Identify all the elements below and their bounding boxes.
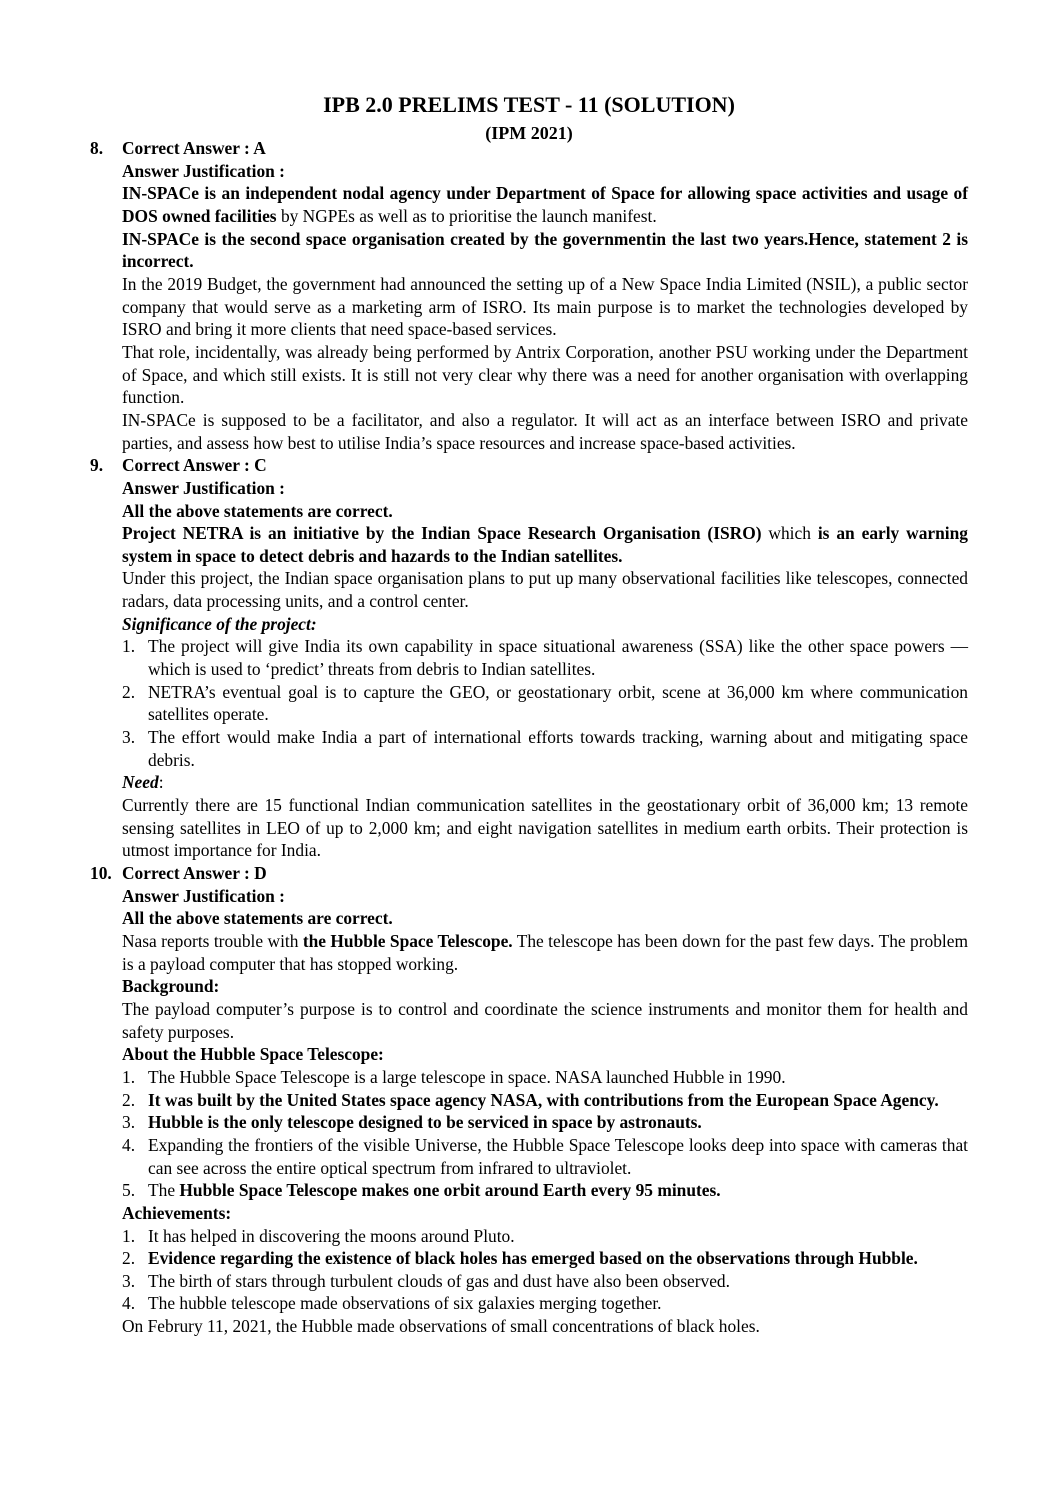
emphasized-text: Need <box>122 772 159 793</box>
list-item-number: 3. <box>122 1270 136 1291</box>
list-item <box>90 635 968 680</box>
list-item <box>90 1134 968 1179</box>
paragraph <box>90 907 968 930</box>
emphasized-text: is an early warning system in space to detect debris and hazards to the Indian satellites. <box>122 523 968 566</box>
list-item <box>90 1247 968 1270</box>
emphasized-text: Answer Justification : <box>122 160 285 181</box>
question-solution <box>90 454 968 862</box>
emphasized-text: the Hubble Space Telescope. <box>302 930 513 951</box>
list-item-number: 4. <box>122 1293 136 1314</box>
emphasized-text: Achievements: <box>122 1202 232 1223</box>
list-item-number: 2. <box>122 681 136 702</box>
paragraph <box>90 228 968 273</box>
paragraph <box>90 160 968 183</box>
paragraph <box>90 182 968 227</box>
paragraph <box>90 567 968 612</box>
text-segment: On Februry 11, 2021, the Hubble made observations of small concentrations of black holes. <box>122 1316 760 1337</box>
correct-answer-label: Correct Answer : A <box>122 138 266 158</box>
text-segment: The hubble telescope made observations of six galaxies merging together. <box>148 1293 662 1314</box>
correct-answer-heading <box>90 137 968 160</box>
list-item-number: 1. <box>122 1225 136 1246</box>
paragraph <box>90 1202 968 1225</box>
emphasized-text: IN-SPACe is an independent nodal agency under Department of Space for allowing space activities and usage of DOS owned facilities <box>122 183 968 226</box>
text-segment: The effort would make India a part of international efforts towards tracking, warning about and mitigating space debris. <box>148 727 968 770</box>
text-segment: Nasa reports trouble with <box>122 930 303 951</box>
correct-answer-heading <box>90 862 968 885</box>
list-item <box>90 1292 968 1315</box>
emphasized-text: All the above statements are correct. <box>122 908 393 929</box>
emphasized-text: Project NETRA is an initiative by the Indian Space Research Organisation (ISRO) <box>122 523 762 544</box>
paragraph <box>90 771 968 794</box>
paragraph <box>90 409 968 454</box>
list-item <box>90 1270 968 1293</box>
solutions-body <box>90 137 968 1338</box>
list-item-number: 2. <box>122 1089 136 1110</box>
text-segment: The <box>148 1180 180 1201</box>
emphasized-text: It was built by the United States space agency NASA, with contributions from the European Space Agency. <box>148 1089 939 1110</box>
paragraph <box>90 341 968 409</box>
list-item <box>90 681 968 726</box>
question-number: 8. <box>90 138 104 158</box>
list-item <box>90 1066 968 1089</box>
list-item <box>90 1111 968 1134</box>
question-number: 10. <box>90 863 112 883</box>
list-item-number: 3. <box>122 727 136 748</box>
list-item <box>90 1089 968 1112</box>
paragraph <box>90 613 968 636</box>
list-item-number: 1. <box>122 636 136 657</box>
emphasized-text: IN-SPACe is the second space organisation created by the governmentin the last two years.Hence, statement 2 is incorrect. <box>122 228 968 272</box>
correct-answer-label: Correct Answer : C <box>122 455 267 476</box>
emphasized-text: Answer Justification : <box>122 477 285 498</box>
paragraph <box>90 522 968 567</box>
text-segment: which <box>761 523 818 544</box>
emphasized-text: Background: <box>122 976 220 997</box>
text-segment: IN-SPACe is supposed to be a facilitator, and also a regulator. It will act as an interface between ISRO and private parties, and assess how best to utilise India’s space resources and increase space-based activities. <box>122 409 968 453</box>
paragraph <box>90 500 968 523</box>
paragraph <box>90 975 968 998</box>
list-item <box>90 726 968 771</box>
document-subtitle: (IPM 2021) <box>485 123 573 143</box>
text-segment: Expanding the frontiers of the visible Universe, the Hubble Space Telescope looks deep into space with cameras that can see across the entire optical spectrum from infrared to ultraviolet. <box>148 1134 968 1178</box>
text-segment: : <box>158 772 164 793</box>
list-item-number: 1. <box>122 1066 136 1087</box>
list-item-number: 5. <box>122 1180 136 1201</box>
text-segment: Currently there are 15 functional Indian communication satellites in the geostationary orbit of 36,000 km; 13 remote sensing satellites in LEO of up to 2,000 km; and eight navigation satellites in medium earth orbits. Their protection is utmost importance for India. <box>122 795 968 861</box>
paragraph <box>90 273 968 341</box>
text-segment: The project will give India its own capability in space situational awareness (SSA) like the other space powers — which is used to ‘predict’ threats from debris to Indian satellites. <box>148 636 968 680</box>
paragraph <box>90 477 968 500</box>
emphasized-text: Hubble is the only telescope designed to be serviced in space by astronauts. <box>148 1112 702 1133</box>
list-item <box>90 1179 968 1202</box>
paragraph <box>90 885 968 908</box>
paragraph <box>90 1043 968 1066</box>
text-segment: The telescope has been down for the past few days. The problem is a payload computer that has stopped working. <box>122 930 969 974</box>
document-title: IPB 2.0 PRELIMS TEST - 11 (SOLUTION) <box>323 92 735 117</box>
text-segment: Under this project, the Indian space organisation plans to put up many observational facilities like telescopes, connected radars, data processing units, and a control center. <box>122 568 968 612</box>
paragraph <box>90 930 968 975</box>
text-segment: by NGPEs as well as to prioritise the launch manifest. <box>276 205 657 226</box>
text-segment: The birth of stars through turbulent clouds of gas and dust have also been observed. <box>148 1270 730 1291</box>
list-item-number: 2. <box>122 1248 136 1269</box>
correct-answer-heading <box>90 454 968 477</box>
paragraph <box>90 794 968 862</box>
text-segment: NETRA’s eventual goal is to capture the GEO, or geostationary orbit, scene at 36,000 km where communication satellites operate. <box>148 681 968 725</box>
emphasized-text: Evidence regarding the existence of black holes has emerged based on the observations through Hubble. <box>148 1248 918 1269</box>
list-item-number: 4. <box>122 1134 136 1155</box>
list-item <box>90 1225 968 1248</box>
text-segment: The Hubble Space Telescope is a large telescope in space. NASA launched Hubble in 1990. <box>148 1066 786 1087</box>
correct-answer-label: Correct Answer : D <box>122 863 267 883</box>
list-item-number: 3. <box>122 1112 136 1133</box>
emphasized-text: Hubble Space Telescope makes one orbit around Earth every 95 minutes. <box>179 1180 721 1201</box>
emphasized-text: About the Hubble Space Telescope: <box>122 1044 384 1065</box>
emphasized-text: Answer Justification : <box>122 885 285 906</box>
paragraph <box>90 1315 968 1338</box>
text-segment: The payload computer’s purpose is to control and coordinate the science instruments and monitor them for health and safety purposes. <box>122 998 968 1042</box>
text-segment: That role, incidentally, was already being performed by Antrix Corporation, another PSU working under the Department of Space, and which still exists. It is still not very clear why there was a need for another organisation with overlapping function. <box>122 341 968 408</box>
text-segment: It has helped in discovering the moons around Pluto. <box>148 1225 515 1246</box>
question-number: 9. <box>90 455 104 476</box>
question-solution <box>90 862 968 1338</box>
text-segment: In the 2019 Budget, the government had announced the setting up of a New Space India Limited (NSIL), a public sector company that would serve as a marketing arm of ISRO. Its main purpose is to market the technologies developed by ISRO and bring it more clients that need space-based services. <box>122 273 968 340</box>
question-solution <box>90 137 968 454</box>
paragraph <box>90 998 968 1043</box>
emphasized-text: All the above statements are correct. <box>122 500 393 521</box>
emphasized-text: Significance of the project: <box>122 613 317 634</box>
